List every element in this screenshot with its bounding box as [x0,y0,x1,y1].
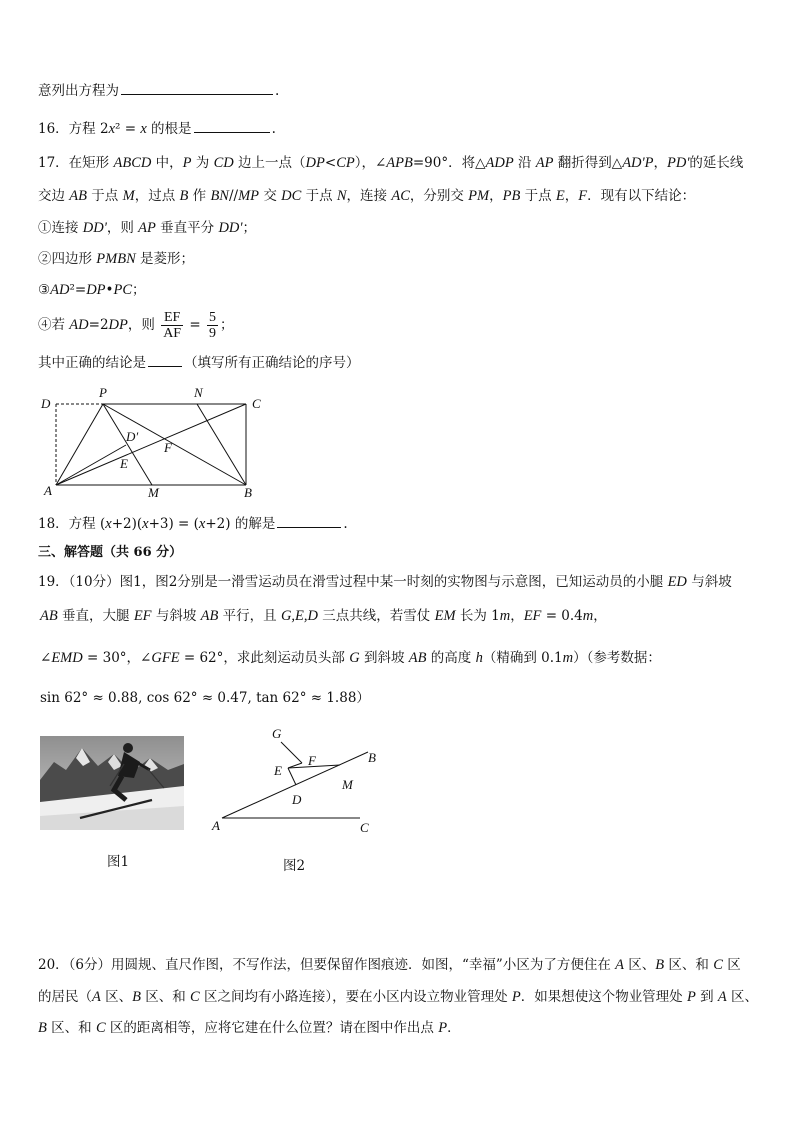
math-variable: m [562,650,574,666]
math-variable: AP [138,220,156,236]
math-variable: N [336,188,347,204]
math-variable: ED [667,574,687,590]
text-run: ②四边形 [38,251,97,267]
text-run: ( [99,516,106,532]
label-point-b: B [244,485,252,500]
text-run: < [324,155,337,171]
question-19-line-4 [40,689,370,707]
text-run: ④若 [38,317,70,333]
fraction-denominator: 9 [209,326,216,341]
text-run: ），∠ [354,155,387,171]
skier-helmet [123,743,133,753]
text-run: 为 [191,155,214,171]
math-variable: EF [523,608,542,624]
torso-f-g [281,742,302,763]
text-run: 区 [722,957,741,973]
text-run: 平行，且 [218,608,281,624]
label-point-f: F [164,440,172,455]
text-run: 沿 [513,155,536,171]
math-variable: AD [69,317,89,333]
conclusion-3 [38,281,146,299]
answer-instruction [184,355,360,371]
label-point-d-prime: D′ [126,429,139,444]
text-run: ）（参考数据： [573,650,661,666]
label-point-a: A [44,483,52,498]
text-run: ，连接 [346,188,392,204]
text-run: 垂直平分 [155,220,219,236]
label-point-g: G [272,726,282,741]
text-run: 的高度 [426,650,476,666]
question-18 [38,514,348,533]
text-run: 于点 [301,188,337,204]
text-run: ．如果想使这个物业管理处 [520,989,687,1005]
fraction-numerator: 5 [209,310,216,325]
text-run: 16．方程 [38,121,100,137]
text-run: （精确到 0.1 [482,650,563,666]
question-17-answer-line [38,353,360,372]
text-run: ； [242,220,256,236]
question-20-line-1 [38,956,741,974]
math-variable: B [132,989,141,1005]
math-variable: P [182,155,192,171]
question-15-text [38,83,119,99]
text-run: ①连接 [38,220,83,236]
math-variable: AC [391,188,410,204]
fraction-5-over-9 [207,310,218,341]
conclusion-4 [38,309,234,341]
text-run: 翻折得到△ [553,155,623,171]
math-variable: CP [336,155,355,171]
text-run: 边上一点（ [233,155,306,171]
segment-a-d-prime [56,445,126,485]
text-run: +3) = ( [148,516,199,532]
section-title: 三、解答题（共 66 分） [38,545,183,560]
skier-photo [40,736,184,830]
math-variable: x [198,516,206,532]
text-run: 的延长线 [689,155,744,171]
text-run: ．现有以下结论： [587,188,696,204]
math-variable: C [713,957,723,973]
math-variable: F [578,188,588,204]
label-point-m: M [148,485,159,500]
text-run: ， [653,155,667,171]
figure-1-caption: 图1 [107,854,130,870]
label-point-m: M [342,777,353,792]
question-16-text [38,121,192,137]
text-run: ∠ [40,650,52,666]
text-run: = 0.4 [541,608,583,624]
text-run: 区、和 [46,1020,96,1036]
text-run: ， [489,188,503,204]
label-point-p: P [99,385,107,400]
answer-prompt [38,355,146,371]
text-run: 三点共线，若雪仗 [318,608,435,624]
math-variable: DD' [82,220,107,236]
question-15-end [275,83,279,99]
text-run: +2)( [111,516,143,532]
text-run: = 62°，求此刻运动员头部 [179,650,350,666]
text-run: 区、 [726,989,759,1005]
math-variable: C [95,1020,106,1036]
fraction-numerator: EF [161,310,183,326]
math-variable: DC [281,188,302,204]
math-variable: m [499,608,511,624]
segment-p-m [103,404,152,485]
math-variable: C [190,989,200,1005]
text-run: . [343,516,348,532]
text-run: 的居民（ [38,989,92,1005]
text-run: 19．（10分）图1，图2分别是一滑雪运动员在滑雪过程中某一时刻的实物图与示意图，已知运动员的小腿 [38,574,668,590]
text-run: 交边 [38,188,70,204]
text-run: sin 62° ≈ 0.88, cos 62° ≈ 0.47, tan 62° ≈ 1.88 [40,690,357,706]
math-variable: x [140,121,147,137]
text-run: ） [356,690,370,706]
math-variable: PB [502,188,521,204]
text-run: 到斜坡 [359,650,409,666]
text-run: 垂直，大腿 [57,608,134,624]
math-variable: A [717,989,727,1005]
label-point-d: D [292,792,302,807]
math-variable: AB [69,188,88,204]
math-variable: DD' [218,220,243,236]
math-variable: PM [468,188,490,204]
question-19-line-3 [40,649,661,667]
question-19-line-2 [40,607,607,625]
math-variable: P [686,989,696,1005]
math-variable: h [475,650,483,666]
math-variable: B [655,957,665,973]
text-run: +2) [205,516,231,532]
text-run: 区、 [100,989,133,1005]
math-variable: PMBN [96,251,136,267]
text-run: 是菱形； [135,251,195,267]
text-run: 其中正确的结论是 [38,355,146,371]
math-variable: EM [434,608,456,624]
math-variable: PC [113,282,133,298]
text-run: 区的距离相等，应将它建在什么位置？请在图中作出点 [105,1020,439,1036]
math-variable: PD' [666,155,690,171]
text-run: 区之间均有小路连接），要在小区内设立物业管理处 [199,989,512,1005]
math-variable: EMD [51,650,83,666]
conclusion-1 [38,219,256,237]
skier-schematic [200,720,390,842]
label-point-f: F [308,753,316,768]
math-variable: ABCD [113,155,152,171]
math-variable: E [555,188,565,204]
math-variable: DP [86,282,106,298]
math-variable: G,E,D [280,608,318,624]
question-20-line-2 [38,988,758,1006]
question-17-line-1 [38,154,743,172]
text-run: 2 [99,121,109,137]
label-point-a: A [212,818,220,833]
math-variable: EF [133,608,152,624]
text-run: ，分别交 [409,188,469,204]
text-run: . [275,83,280,99]
calf-e-d [288,768,296,785]
segment-a-c [56,404,246,485]
text-run: = [185,317,205,333]
text-run: 作 [188,188,211,204]
math-variable: A [91,989,101,1005]
text-run: 到 [695,989,718,1005]
math-variable: B [179,188,189,204]
label-point-c: C [360,820,369,835]
text-run: 区、和 [140,989,191,1005]
label-point-d: D [41,396,51,411]
equals-sign [185,317,205,333]
text-run: • [105,282,114,298]
math-variable: AB [200,608,219,624]
text-run: 区、 [623,957,656,973]
fraction-ef-over-af [161,310,183,341]
text-run: ． [447,1020,461,1036]
math-variable: x [105,516,112,532]
segment-a-p [56,404,103,485]
text-run: ，过点 [134,188,180,204]
math-variable: DP [108,317,128,333]
math-variable: x [108,121,116,137]
text-run: = 30°，∠ [82,650,152,666]
math-variable: m [582,608,594,624]
math-variable: MP [238,188,260,204]
text-run: ， [510,608,524,624]
text-run: // [228,188,239,204]
math-variable: DP [305,155,325,171]
text-run: ，则 [127,317,160,333]
math-variable: AD'P [622,155,654,171]
text-run: ③ [38,282,51,298]
math-variable: AB [40,608,58,624]
text-run: ， [593,608,607,624]
text-run: 18．方程 [38,516,100,532]
text-run: 区、和 [664,957,714,973]
math-variable: G [349,650,360,666]
text-run: 的根是 [146,121,192,137]
text-run: 交 [259,188,282,204]
question-20-line-3 [38,1019,461,1037]
segment-p-b [103,404,246,485]
question-18-end [343,516,347,532]
question-15-tail [38,81,279,100]
conclusion-2 [38,250,194,268]
math-variable: CD [213,155,234,171]
answer-blank [194,119,270,133]
text-run: 意列出方程为 [38,83,119,99]
conclusion-4-end [220,317,234,333]
text-run: . [271,121,276,137]
math-variable: AD [50,282,70,298]
answer-blank [277,514,341,528]
fraction-denominator: AF [163,326,182,341]
segment-b-n [197,404,246,485]
label-point-c: C [252,396,261,411]
text-run: =90°．将△ [412,155,486,171]
text-run: ， [564,188,579,204]
text-run: ² = [115,121,141,137]
text-run: ； [132,282,146,298]
text-run: 17．在矩形 [38,155,114,171]
answer-blank [148,353,182,367]
answer-blank [121,81,273,95]
text-run: ，则 [106,220,139,236]
label-point-e: E [274,763,282,778]
math-variable: x [142,516,149,532]
text-run: 于点 [520,188,556,204]
math-variable: A [615,957,624,973]
math-variable: B [38,1020,47,1036]
math-variable: ADP [485,155,514,171]
text-run: ²= [69,282,87,298]
rectangle-fold-figure [36,385,276,505]
question-19-line-1 [38,573,732,591]
text-run: 长为 1 [455,608,500,624]
text-run: 与斜坡 [151,608,201,624]
figure-2-caption: 图2 [283,858,306,874]
math-variable: M [122,188,135,204]
label-point-n: N [194,385,203,400]
math-variable: BN [210,188,229,204]
text-run: 中， [151,155,183,171]
math-variable: P [438,1020,448,1036]
question-17-line-2 [38,187,695,205]
question-16-end [272,121,276,137]
text-run: 与斜坡 [686,574,732,590]
text-run: 的解是 [230,516,276,532]
math-variable: GFE [151,650,180,666]
question-18-text [38,516,275,532]
text-run: 20．（6分）用圆规、直尺作图，不写作法，但要保留作图痕迹．如图，“幸福”小区为了方便住在 [38,957,616,973]
text-run: =2 [88,317,109,333]
text-run: ； [220,317,234,333]
math-variable: APB [386,155,413,171]
math-variable: P [511,989,521,1005]
label-point-e: E [120,456,128,471]
conclusion-4-text [38,317,159,333]
text-run: 于点 [87,188,123,204]
question-16 [38,119,276,138]
label-point-b: B [368,750,376,765]
math-variable: AP [535,155,554,171]
math-variable: AB [408,650,427,666]
text-run: （填写所有正确结论的序号） [184,355,360,371]
